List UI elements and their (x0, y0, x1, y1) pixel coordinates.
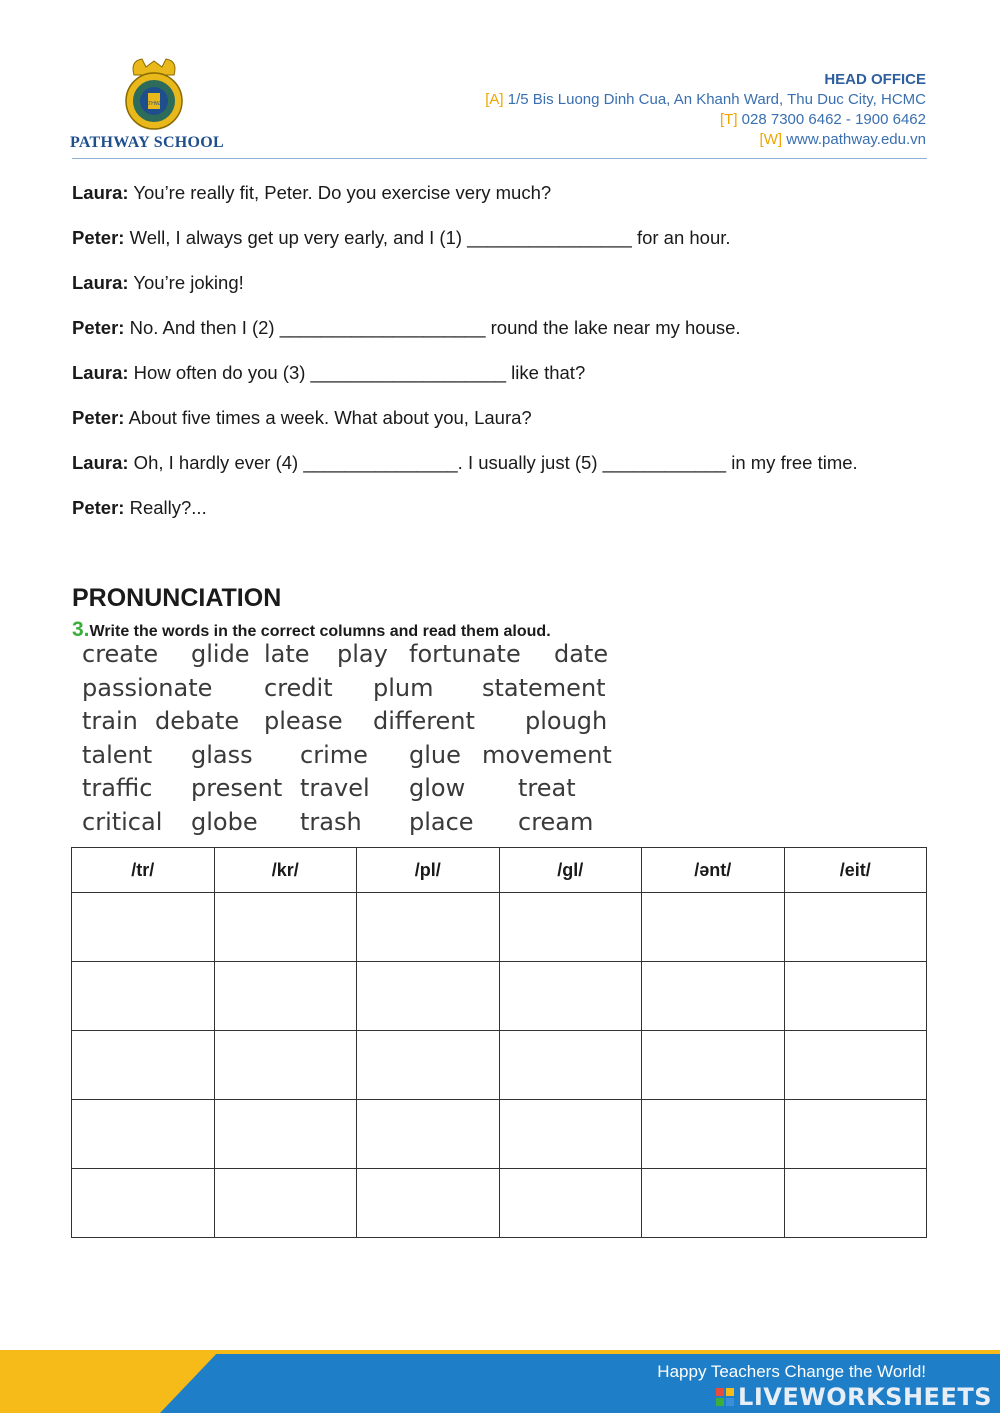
answer-cell[interactable] (499, 1031, 642, 1100)
dialog-text: Well, I always get up very early, and I (1) ________________ for an hour. (124, 227, 731, 248)
speaker: Laura: (72, 362, 129, 383)
dialog-line (72, 270, 932, 315)
dialog-section (72, 180, 932, 540)
dialog-text: Oh, I hardly ever (4) _______________. I usually just (5) ____________ in my free time. (128, 452, 858, 473)
dialog-text: Really?... (124, 497, 207, 518)
word-item: traffic (82, 774, 153, 802)
word-item: statement (482, 674, 606, 702)
word-item: different (373, 707, 475, 735)
answer-cell[interactable] (642, 1031, 785, 1100)
column-header: /gl/ (499, 848, 642, 893)
exercise-number: 3. (72, 618, 90, 641)
dialog-line (72, 315, 932, 360)
table-header-row (72, 848, 927, 893)
liveworksheets-wordmark: LIVEWORKSHEETS (738, 1383, 992, 1411)
word-item: please (264, 707, 343, 735)
word-item: credit (264, 674, 333, 702)
footer-slogan: Happy Teachers Change the World! (657, 1362, 926, 1381)
section-title: PRONUNCIATION (72, 584, 282, 612)
office-website: [W] www.pathway.edu.vn (759, 131, 926, 148)
column-header: /tr/ (72, 848, 215, 893)
answer-cell[interactable] (214, 1100, 357, 1169)
column-header: /eit/ (784, 848, 927, 893)
answer-cell[interactable] (784, 1100, 927, 1169)
dialog-line (72, 360, 932, 405)
answer-cell[interactable] (72, 962, 215, 1031)
answer-cell[interactable] (642, 1100, 785, 1169)
answer-cell[interactable] (214, 1169, 357, 1238)
table-row (72, 893, 927, 962)
answer-cell[interactable] (784, 1169, 927, 1238)
exercise-instruction: 3.Write the words in the correct columns and read them aloud. (72, 618, 551, 641)
word-item: plough (525, 707, 608, 735)
school-name: PATHWAY SCHOOL (70, 134, 225, 151)
table-row (72, 962, 927, 1031)
answer-cell[interactable] (357, 1031, 500, 1100)
word-item: date (554, 640, 609, 668)
answer-cell[interactable] (642, 1169, 785, 1238)
dialog-text: No. And then I (2) ____________________ round the lake near my house. (124, 317, 741, 338)
speaker: Laura: (72, 272, 129, 293)
head-office-info (485, 70, 926, 150)
answer-cell[interactable] (357, 1169, 500, 1238)
word-item: late (264, 640, 310, 668)
word-item: fortunate (409, 640, 521, 668)
table-row (72, 1031, 927, 1100)
word-item: trash (300, 808, 362, 836)
answer-cell[interactable] (642, 962, 785, 1031)
speaker: Peter: (72, 227, 125, 248)
answer-cell[interactable] (499, 1100, 642, 1169)
speaker: Laura: (72, 452, 129, 473)
dialog-text: You’re really fit, Peter. Do you exercise very much? (128, 182, 552, 203)
word-item: talent (82, 741, 153, 769)
word-bank (82, 640, 642, 840)
table-row (72, 1100, 927, 1169)
sound-columns-table (71, 847, 927, 1238)
word-item: plum (373, 674, 434, 702)
answer-cell[interactable] (784, 893, 927, 962)
dialog-line (72, 495, 932, 540)
word-item: crime (300, 741, 368, 769)
word-item: travel (300, 774, 370, 802)
answer-cell[interactable] (642, 893, 785, 962)
word-item: critical (82, 808, 163, 836)
answer-cell[interactable] (72, 1169, 215, 1238)
answer-cell[interactable] (214, 893, 357, 962)
word-item: glass (191, 741, 253, 769)
dialog-line (72, 225, 932, 270)
word-item: globe (191, 808, 258, 836)
word-item: glow (409, 774, 466, 802)
column-header: /ənt/ (642, 848, 785, 893)
speaker: Laura: (72, 182, 129, 203)
word-item: place (409, 808, 474, 836)
school-crest-icon (118, 55, 190, 133)
answer-cell[interactable] (499, 962, 642, 1031)
word-item: cream (518, 808, 594, 836)
word-item: create (82, 640, 159, 668)
dialog-text: How often do you (3) ___________________ like that? (128, 362, 586, 383)
word-item: debate (155, 707, 240, 735)
answer-cell[interactable] (357, 893, 500, 962)
answer-cell[interactable] (72, 1100, 215, 1169)
answer-cell[interactable] (357, 962, 500, 1031)
word-item: passionate (82, 674, 213, 702)
answer-cell[interactable] (214, 962, 357, 1031)
word-item: movement (482, 741, 612, 769)
answer-cell[interactable] (357, 1100, 500, 1169)
word-item: train (82, 707, 138, 735)
page-footer (0, 1350, 1000, 1413)
speaker: Peter: (72, 407, 125, 428)
dialog-line (72, 405, 932, 450)
answer-cell[interactable] (784, 1031, 927, 1100)
answer-cell[interactable] (499, 1169, 642, 1238)
answer-cell[interactable] (72, 1031, 215, 1100)
table-row (72, 1169, 927, 1238)
svg-text:PATHWAY: PATHWAY (142, 101, 166, 107)
answer-cell[interactable] (784, 962, 927, 1031)
word-item: treat (518, 774, 576, 802)
word-item: glide (191, 640, 250, 668)
column-header: /kr/ (214, 848, 357, 893)
office-phone: [T] 028 7300 6462 - 1900 6462 (719, 111, 926, 128)
speaker: Peter: (72, 497, 125, 518)
office-address: [A] 1/5 Bis Luong Dinh Cua, An Khanh Ward, Thu Duc City, HCMC (485, 91, 926, 108)
answer-cell[interactable] (214, 1031, 357, 1100)
header-divider (72, 158, 927, 159)
dialog-text: You’re joking! (128, 272, 244, 293)
school-logo (70, 55, 240, 155)
office-title: HEAD OFFICE (824, 71, 926, 88)
dialog-text: About five times a week. What about you, Laura? (124, 407, 532, 428)
word-item: play (337, 640, 388, 668)
liveworksheets-logo[interactable] (716, 1383, 992, 1411)
word-item: glue (409, 741, 461, 769)
liveworksheets-grid-icon (716, 1388, 734, 1406)
dialog-line (72, 450, 932, 495)
dialog-line (72, 180, 932, 225)
footer-top-stripe (0, 1350, 1000, 1354)
speaker: Peter: (72, 317, 125, 338)
word-item: present (191, 774, 283, 802)
answer-cell[interactable] (499, 893, 642, 962)
answer-cell[interactable] (72, 893, 215, 962)
column-header: /pl/ (357, 848, 500, 893)
